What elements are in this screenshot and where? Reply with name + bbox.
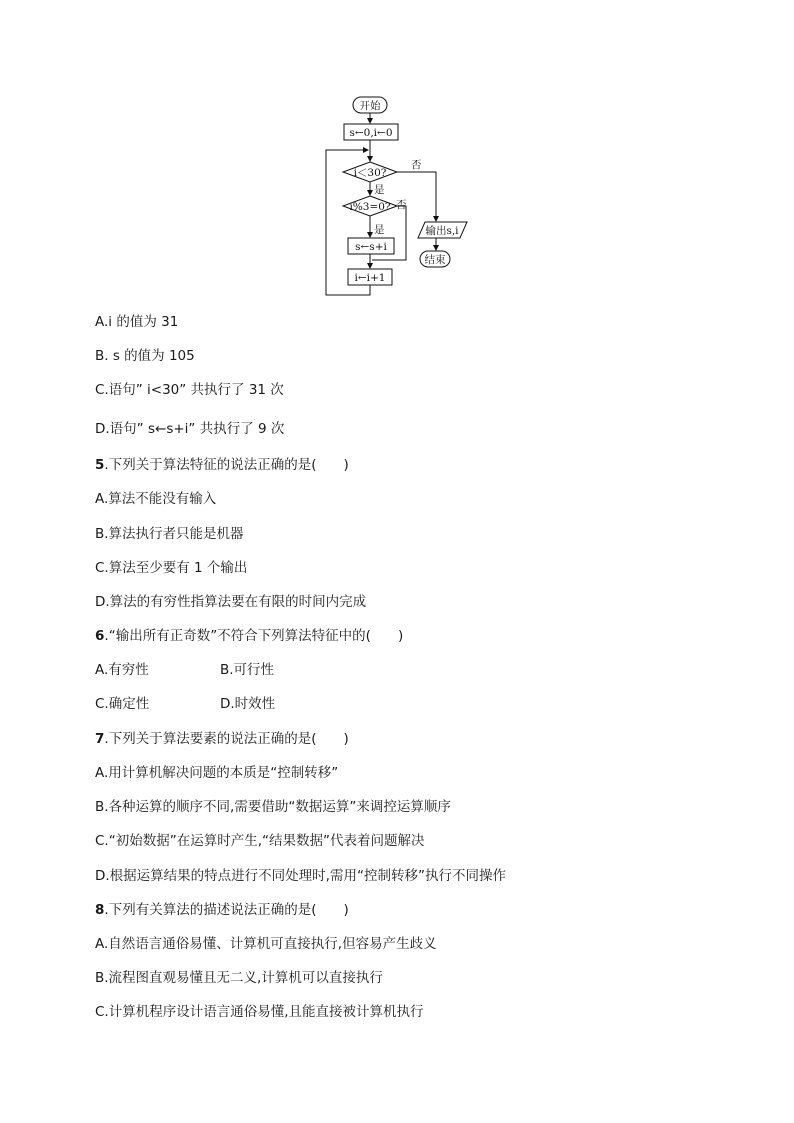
cond1-label: i＜30? — [353, 167, 387, 179]
q5-text: .下列关于算法特征的说法正确的是( ) — [104, 457, 349, 473]
q6-number: 6 — [95, 628, 105, 644]
q5-option-c: C.算法至少要有 1 个输出 — [95, 560, 248, 576]
q6-option-a: A.有穷性 — [95, 662, 149, 678]
cond2-yes-label: 是 — [374, 224, 385, 236]
q5-option-a: A.算法不能没有输入 — [95, 491, 217, 507]
start-label: 开始 — [359, 100, 381, 112]
q7-text: .下列关于算法要素的说法正确的是( ) — [104, 731, 349, 747]
q5-stem — [95, 456, 349, 474]
q6-row-2 — [95, 695, 276, 713]
q6-option-d: D.时效性 — [220, 696, 276, 712]
algorithm-flowchart — [300, 90, 500, 305]
q7-number: 7 — [95, 731, 105, 747]
q8-text: .下列有关算法的描述说法正确的是( ) — [104, 902, 349, 918]
q6-stem — [95, 627, 403, 645]
q5-number: 5 — [95, 457, 105, 473]
output-label: 输出s,i — [425, 225, 459, 237]
q7-option-b: B.各种运算的顺序不同,需要借助“数据运算”来调控运算顺序 — [95, 799, 451, 815]
q4-option-c: C.语句” i<30” 共执行了 31 次 — [95, 382, 284, 398]
q4-option-a: A.i 的值为 31 — [95, 314, 179, 330]
sum-label: s←s+i — [355, 241, 387, 253]
q8-stem — [95, 901, 349, 919]
q6-row-1 — [95, 661, 275, 679]
cond2-no-label: 否 — [396, 199, 407, 211]
q4-option-b: B. s 的值为 105 — [95, 348, 195, 364]
q8-option-a: A.自然语言通俗易懂、计算机可直接执行,但容易产生歧义 — [95, 936, 437, 952]
q6-option-c: C.确定性 — [95, 696, 150, 712]
init-label: s←0,i←0 — [349, 127, 393, 139]
q5-option-d: D.算法的有穷性指算法要在有限的时间内完成 — [95, 594, 367, 610]
q4-option-d: D.语句” s←s+i” 共执行了 9 次 — [95, 421, 285, 437]
q8-option-b: B.流程图直观易懂且无二义,计算机可以直接执行 — [95, 970, 383, 986]
q8-number: 8 — [95, 902, 105, 918]
cond1-yes-label: 是 — [374, 184, 385, 196]
cond1-no-label: 否 — [411, 159, 422, 171]
q7-stem — [95, 730, 349, 748]
q7-option-c: C.“初始数据”在运算时产生,“结果数据”代表着问题解决 — [95, 833, 425, 849]
q5-option-b: B.算法执行者只能是机器 — [95, 526, 244, 542]
q7-option-a: A.用计算机解决问题的本质是“控制转移” — [95, 765, 339, 781]
q8-option-c: C.计算机程序设计语言通俗易懂,且能直接被计算机执行 — [95, 1004, 424, 1020]
q7-option-d: D.根据运算结果的特点进行不同处理时,需用“控制转移”执行不同操作 — [95, 868, 506, 884]
cond2-label: i%3=0? — [349, 201, 391, 213]
q6-option-b: B.可行性 — [220, 662, 275, 678]
increment-label: i←i+1 — [354, 272, 386, 284]
end-label: 结束 — [424, 254, 446, 266]
q6-text: .“输出所有正奇数”不符合下列算法特征中的( ) — [104, 628, 404, 644]
